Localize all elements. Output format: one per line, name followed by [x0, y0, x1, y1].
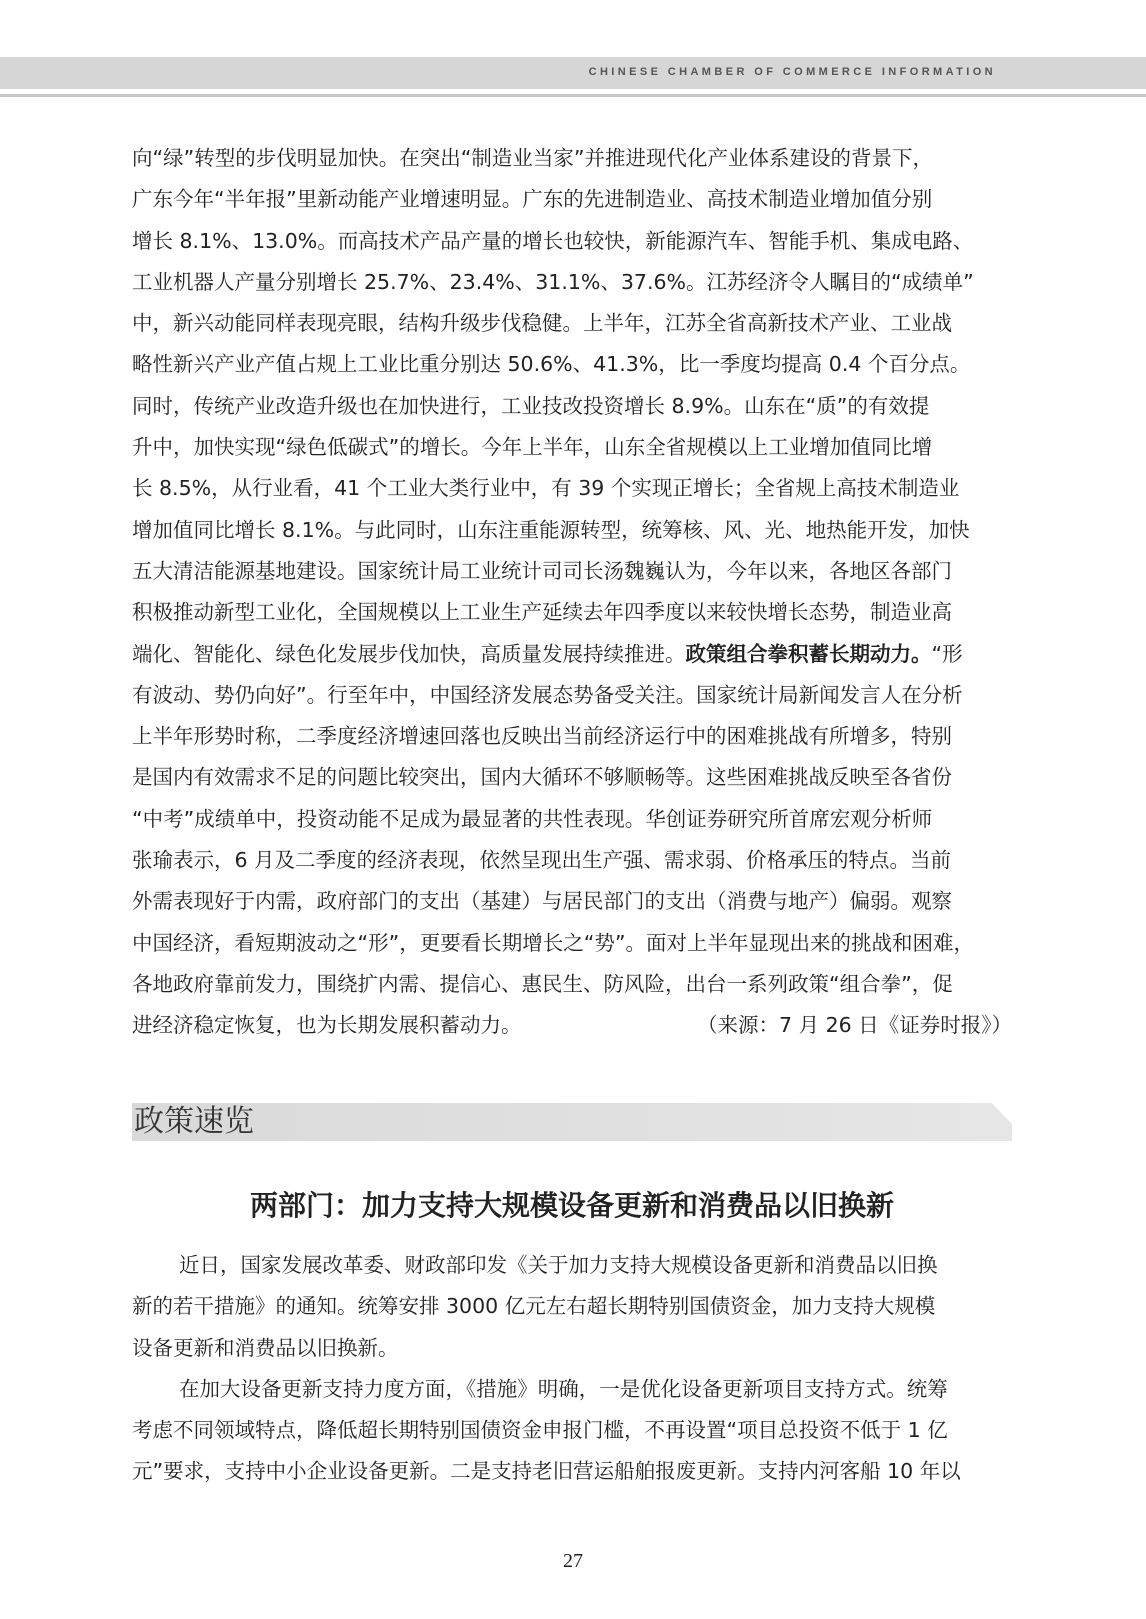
- text-line: 略性新兴产业产值占规上工业比重分别达 50.6%、41.3%，比一季度均提高 0.4 个百分点。: [132, 352, 971, 377]
- source-citation: （来源：7 月 26 日《证券时报》）: [697, 1013, 1012, 1038]
- text-line: 张瑜表示，6 月及二季度的经济表现，依然呈现出生产强、需求弱、价格承压的特点。当前: [132, 848, 952, 873]
- text-line: 广东今年“半年报”里新动能产业增速明显。广东的先进制造业、高技术制造业增加值分别: [132, 187, 933, 212]
- running-header: CHINESE CHAMBER OF COMMERCE INFORMATION: [588, 66, 996, 78]
- text-line: 外需表现好于内需，政府部门的支出（基建）与居民部门的支出（消费与地产）偏弱。观察: [132, 889, 952, 914]
- text-segment: “形: [931, 641, 963, 666]
- header-rule: [0, 94, 1146, 97]
- text-line: 是国内有效需求不足的问题比较突出，国内大循环不够顺畅等。这些困难挑战反映至各省份: [132, 765, 952, 790]
- bold-heading-inline: 政策组合拳积蓄长期动力。: [685, 641, 932, 666]
- text-line: 新的若干措施》的通知。统筹安排 3000 亿元左右超长期特别国债资金，加力支持大规模: [132, 1294, 936, 1319]
- text-line: “中考”成绩单中，投资动能不足成为最显著的共性表现。华创证券研究所首席宏观分析师: [132, 806, 933, 831]
- text-line: 增加值同比增长 8.1%。与此同时，山东注重能源转型，统筹核、风、光、地热能开发，加快: [132, 517, 970, 542]
- text-line: 各地政府靠前发力，围绕扩内需、提信心、惠民生、防风险，出台一系列政策“组合拳”，促: [132, 971, 953, 996]
- text-segment: 进经济稳定恢复，也为长期发展积蓄动力。: [132, 1013, 522, 1038]
- text-line: 中，新兴动能同样表现亮眼，结构升级步伐稳健。上半年，江苏全省高新技术产业、工业战: [132, 311, 952, 336]
- article-title: 两部门：加力支持大规模设备更新和消费品以旧换新: [249, 1189, 894, 1222]
- section-bar: [132, 1103, 1012, 1141]
- text-line: 考虑不同领域特点，降低超长期特别国债资金申报门槛，不再设置“项目总投资不低于 1 亿: [132, 1418, 948, 1443]
- text-line: 向“绿”转型的步伐明显加快。在突出“制造业当家”并推进现代化产业体系建设的背景下，: [132, 146, 933, 170]
- text-line: 积极推动新型工业化，全国规模以上工业生产延续去年四季度以来较快增长态势，制造业高: [132, 600, 952, 625]
- text-line-with-bold: [132, 634, 1012, 675]
- text-line: 长 8.5%，从行业看，41 个工业大类行业中，有 39 个实现正增长；全省规上高技术制造业: [132, 476, 960, 501]
- section-title: 政策速览: [134, 1104, 254, 1139]
- text-line: 工业机器人产量分别增长 25.7%、23.4%、31.1%、37.6%。江苏经济令人瞩目的“成绩单”: [132, 269, 974, 294]
- text-segment: 端化、智能化、绿色化发展步伐加快，高质量发展持续推进。: [132, 641, 686, 666]
- text-line: 中国经济，看短期波动之“形”，更要看长期增长之“势”。面对上半年显现出来的挑战和困难，: [132, 930, 974, 955]
- article-body: [132, 1245, 1012, 1493]
- text-line: 有波动、势仍向好”。行至年中，中国经济发展态势备受关注。国家统计局新闻发言人在分析: [132, 682, 963, 707]
- text-line: 上半年形势时称，二季度经济增速回落也反映出当前经济运行中的困难挑战有所增多，特别: [132, 724, 952, 749]
- text-line: 设备更新和消费品以旧换新。: [132, 1335, 399, 1360]
- text-line-last: [132, 1005, 1012, 1046]
- page-number: 27: [563, 1550, 583, 1572]
- text-line: 元”要求，支持中小企业设备更新。二是支持老旧营运船舶报废更新。支持内河客船 10 年以: [132, 1459, 961, 1484]
- text-line: 增长 8.1%、13.0%。而高技术产品产量的增长也较快，新能源汽车、智能手机、集成电路、: [132, 228, 974, 253]
- body-text: [132, 138, 1012, 1047]
- text-line: 五大清洁能源基地建设。国家统计局工业统计司司长汤魏巍认为，今年以来，各地区各部门: [132, 558, 952, 583]
- text-line: 升中，加快实现“绿色低碳式”的增长。今年上半年，山东全省规模以上工业增加值同比增: [132, 435, 933, 460]
- text-line: 近日，国家发展改革委、财政部印发《关于加力支持大规模设备更新和消费品以旧换: [179, 1253, 938, 1277]
- text-line: 在加大设备更新支持力度方面，《措施》明确，一是优化设备更新项目支持方式。统筹: [179, 1376, 948, 1401]
- text-line: 同时，传统产业改造升级也在加快进行，工业技改投资增长 8.9%。山东在“质”的有效提: [132, 393, 930, 418]
